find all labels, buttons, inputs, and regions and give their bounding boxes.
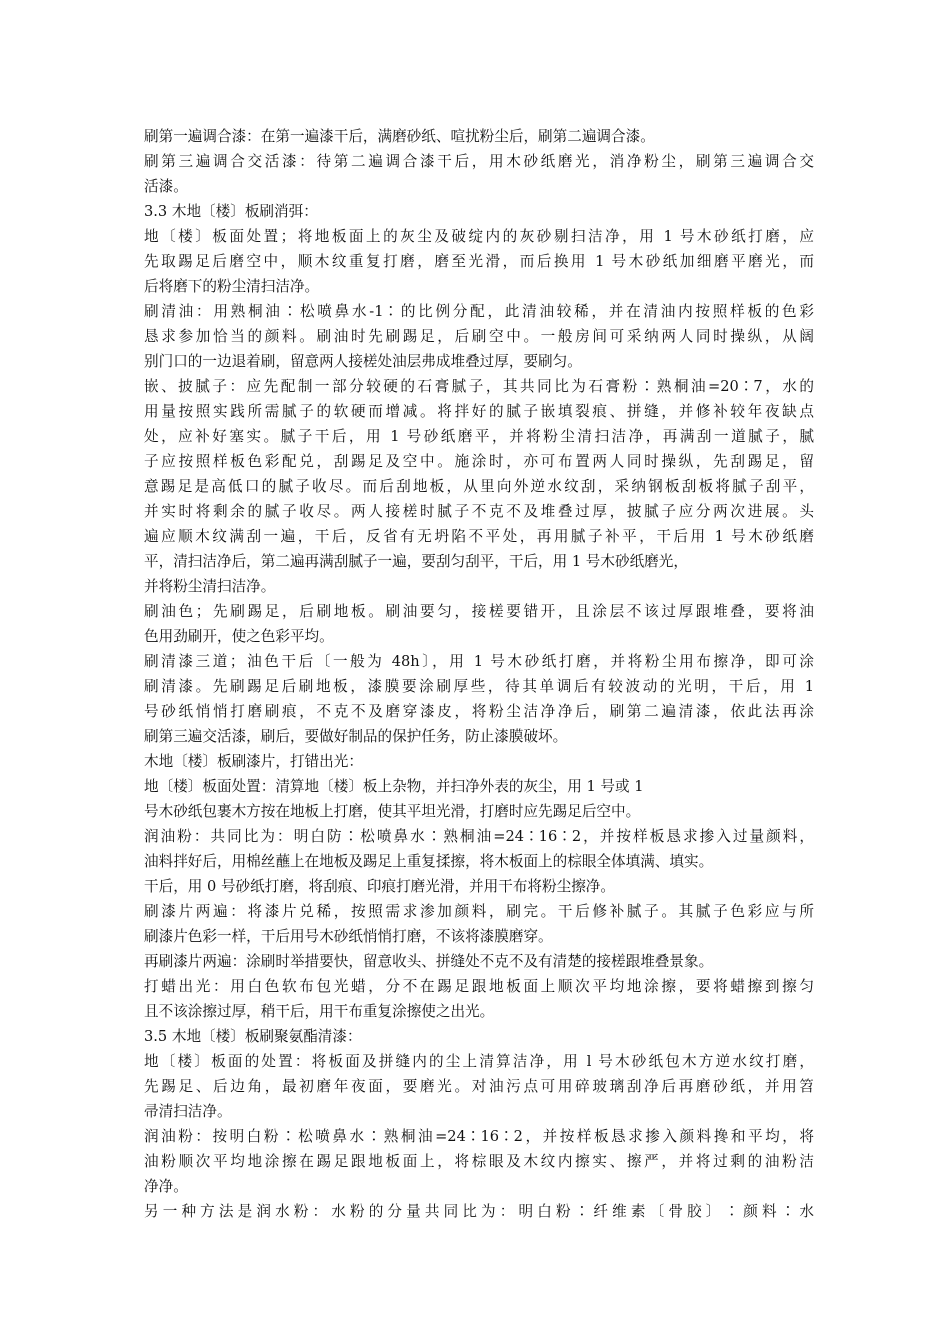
document-body bbox=[144, 124, 814, 1224]
text-line: 油粉顺次平均地涂擦在踢足跟地板面上，将棕眼及木纹内擦实、擦严，并将过剩的油粉洁 bbox=[144, 1153, 814, 1170]
text-line: 刷漆片色彩一样，干后用号木砂纸悄悄打磨，不该将漆膜磨穿。 bbox=[144, 928, 553, 945]
text-line: 活漆。 bbox=[144, 178, 188, 195]
text-line: 油料拌好后，用棉丝蘸上在地板及踢足上重复揉擦，将木板面上的棕眼全体填满、填实。 bbox=[144, 853, 714, 870]
text-line: 刷清油：用熟桐油∶松喷鼻水-1∶的比例分配，此清油较稀，并在清油内按照样板的色彩 bbox=[144, 303, 814, 320]
text-line: 且不该涂擦过厚，稍干后，用干布重复涂擦使之出光。 bbox=[144, 1003, 495, 1020]
text-line: 刷清漆三道；油色干后〔一般为 48h〕，用 1 号木砂纸打磨，并将粉尘用布擦净，即可涂 bbox=[144, 653, 814, 670]
text-line: 干后，用 0 号砂纸打磨，将刮痕、印痕打磨光滑，并用干布将粉尘擦净。 bbox=[144, 878, 615, 895]
text-line: 帚清扫洁净。 bbox=[144, 1103, 232, 1120]
text-line: 号木砂纸包裹木方按在地板上打磨，使其平坦光滑，打磨时应先踢足后空中。 bbox=[144, 803, 641, 820]
text-line: 刷第三遍调合交活漆：待第二遍调合漆干后，用木砂纸磨光，消净粉尘，刷第三遍调合交 bbox=[144, 153, 814, 170]
text-line: 意踢足是高低口的腻子收尽。而后刮地板，从里向外逆水纹刮，采纳钢板刮板将腻子刮平， bbox=[144, 478, 814, 495]
text-line: 地〔楼〕板面处置；将地板面上的灰尘及破绽内的灰砂剔扫洁净，用 1 号木砂纸打磨，应 bbox=[144, 228, 814, 245]
text-line: 另一种方法是润水粉：水粉的分量共同比为：明白粉∶纤维素〔骨胶〕∶颜料∶水 bbox=[144, 1203, 814, 1220]
text-line: 先取踢足后磨空中，顺木纹重复打磨，磨至光滑，而后换用 1 号木砂纸加细磨平磨光，而 bbox=[144, 253, 814, 270]
text-line: 润油粉：按明白粉∶松喷鼻水∶熟桐油=24∶16∶2，并按样板恳求掺入颜料搀和平均，将 bbox=[144, 1128, 814, 1145]
text-line: 并实时将剩余的腻子收尽。两人接槎时腻子不克不及堆叠过厚，披腻子应分两次进展。头 bbox=[144, 503, 814, 520]
text-line: 刷第一遍调合漆：在第一遍漆干后，满磨砂纸、喧扰粉尘后，刷第二遍调合漆。 bbox=[144, 128, 655, 145]
text-line: 处，应补好塞实。腻子干后，用 1 号砂纸磨平，并将粉尘清扫洁净，再满刮一道腻子，腻 bbox=[144, 428, 814, 445]
text-line: 号砂纸悄悄打磨刷痕，不克不及磨穿漆皮，将粉尘洁净净后，刷第二遍清漆，依此法再涂 bbox=[144, 703, 814, 720]
text-line: 用量按照实践所需腻子的软硬而增减。将拌好的腻子嵌填裂痕、拼缝，并修补较年夜缺点 bbox=[144, 403, 814, 420]
text-line: 后将磨下的粉尘清扫洁净。 bbox=[144, 278, 320, 295]
text-line: 并将粉尘清扫洁净。 bbox=[144, 578, 276, 595]
text-line: 子应按照样板色彩配兑，刮踢足及空中。施涂时，亦可布置两人同时操纵，先刮踢足，留 bbox=[144, 453, 814, 470]
text-line: 平，清扫洁净后，第二遍再满刮腻子一遍，要刮匀刮平，干后，用 1 号木砂纸磨光， bbox=[144, 553, 688, 570]
text-line: 打蜡出光：用白色软布包光蜡，分不在踢足跟地板面上顺次平均地涂擦，要将蜡擦到擦匀 bbox=[144, 978, 814, 995]
text-line: 刷清漆。先刷踢足后刷地板，漆膜要涂刷厚些，待其单调后有较波动的光明，干后，用 1 bbox=[144, 678, 814, 695]
text-line: 润油粉：共同比为：明白防∶松喷鼻水∶熟桐油=24∶16∶2，并按样板恳求掺入过量颜料， bbox=[144, 828, 814, 845]
text-line: 刷漆片两遍：将漆片兑稀，按照需求渗加颜料，刷完。干后修补腻子。其腻子色彩应与所 bbox=[144, 903, 814, 920]
text-line: 刷第三遍交活漆，刷后，要做好制品的保护任务，防止漆膜破坏。 bbox=[144, 728, 568, 745]
text-line: 别门口的一边退着刷，留意两人接槎处油层弗成堆叠过厚，要刷匀。 bbox=[144, 353, 582, 370]
text-line: 再刷漆片两遍：涂刷时举措要快，留意收头、拼缝处不克不及有清楚的接槎跟堆叠景象。 bbox=[144, 953, 714, 970]
text-line: 净净。 bbox=[144, 1178, 188, 1195]
text-line: 地〔楼〕板面的处置：将板面及拼缝内的尘上清算洁净，用 l 号木砂纸包木方逆水纹打磨， bbox=[144, 1053, 814, 1070]
text-line: 刷油色；先刷踢足，后刷地板。刷油要匀，接槎要错开，且涂层不该过厚跟堆叠，要将油 bbox=[144, 603, 814, 620]
text-line: 木地〔楼〕板刷漆片，打错出光： bbox=[144, 753, 363, 770]
text-line: 恳求参加恰当的颜料。刷油时先刷踢足，后刷空中。一般房间可采纳两人同时操纵，从阔 bbox=[144, 328, 814, 345]
text-line: 嵌、披腻子：应先配制一部分较硬的石膏腻子，其共同比为石膏粉∶熟桐油=20∶7，水的 bbox=[144, 378, 814, 395]
text-line: 色用劲刷开，使之色彩平均。 bbox=[144, 628, 334, 645]
text-line: 遍应顺木纹满刮一遍，干后，反省有无坍陷不平处，再用腻子补平，干后用 1 号木砂纸磨 bbox=[144, 528, 814, 545]
text-line: 3.3 木地〔楼〕板刷消弭： bbox=[144, 203, 318, 220]
text-line: 地〔楼〕板面处置：清算地〔楼〕板上杂物，并扫净外表的灰尘，用 1 号或 1 bbox=[144, 778, 644, 795]
text-line: 先踢足、后边角，最初磨年夜面，要磨光。对油污点可用碎玻璃刮净后再磨砂纸，并用笤 bbox=[144, 1078, 814, 1095]
text-line: 3.5 木地〔楼〕板刷聚氨酯清漆： bbox=[144, 1028, 362, 1045]
